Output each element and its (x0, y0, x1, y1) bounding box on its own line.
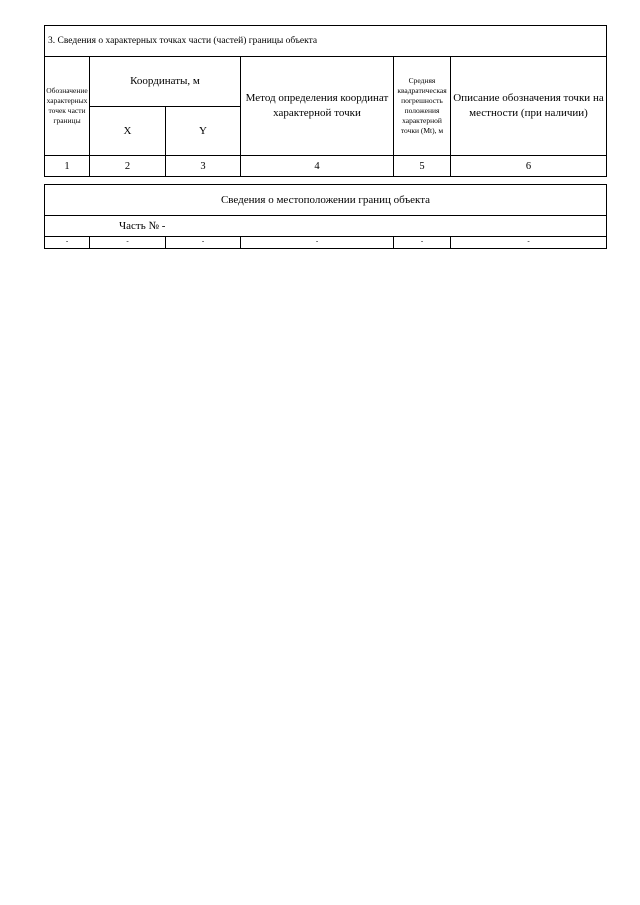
column-number: 4 (241, 156, 394, 177)
y-header: Y (166, 107, 241, 156)
column-number: 3 (166, 156, 241, 177)
section-title: 3. Сведения о характерных точках части (частей) границы объекта (45, 26, 607, 57)
column-number: 6 (451, 156, 607, 177)
method-header: Метод определения координат характерной точки (241, 57, 394, 156)
location-title: Сведения о местоположении границ объекта (45, 185, 607, 216)
table-cell: - (451, 237, 607, 249)
characteristic-points-table (44, 25, 607, 177)
description-header: Описание обозначения точки на местности (при наличии) (451, 57, 607, 156)
boundary-location-table (44, 184, 607, 249)
error-header: Средняя квадратическая погрешность положения характерной точки (Mt), м (394, 57, 451, 156)
column-number: 1 (45, 156, 90, 177)
table-cell: - (90, 237, 166, 249)
point-designation-header: Обозначение характерных точек части границы (45, 57, 90, 156)
part-number-label: Часть № - (45, 216, 607, 237)
table-cell: - (166, 237, 241, 249)
table-cell: - (241, 237, 394, 249)
table-cell: - (45, 237, 90, 249)
coordinates-header: Координаты, м (90, 57, 241, 107)
x-header: X (90, 107, 166, 156)
column-number: 5 (394, 156, 451, 177)
column-number: 2 (90, 156, 166, 177)
table-cell: - (394, 237, 451, 249)
